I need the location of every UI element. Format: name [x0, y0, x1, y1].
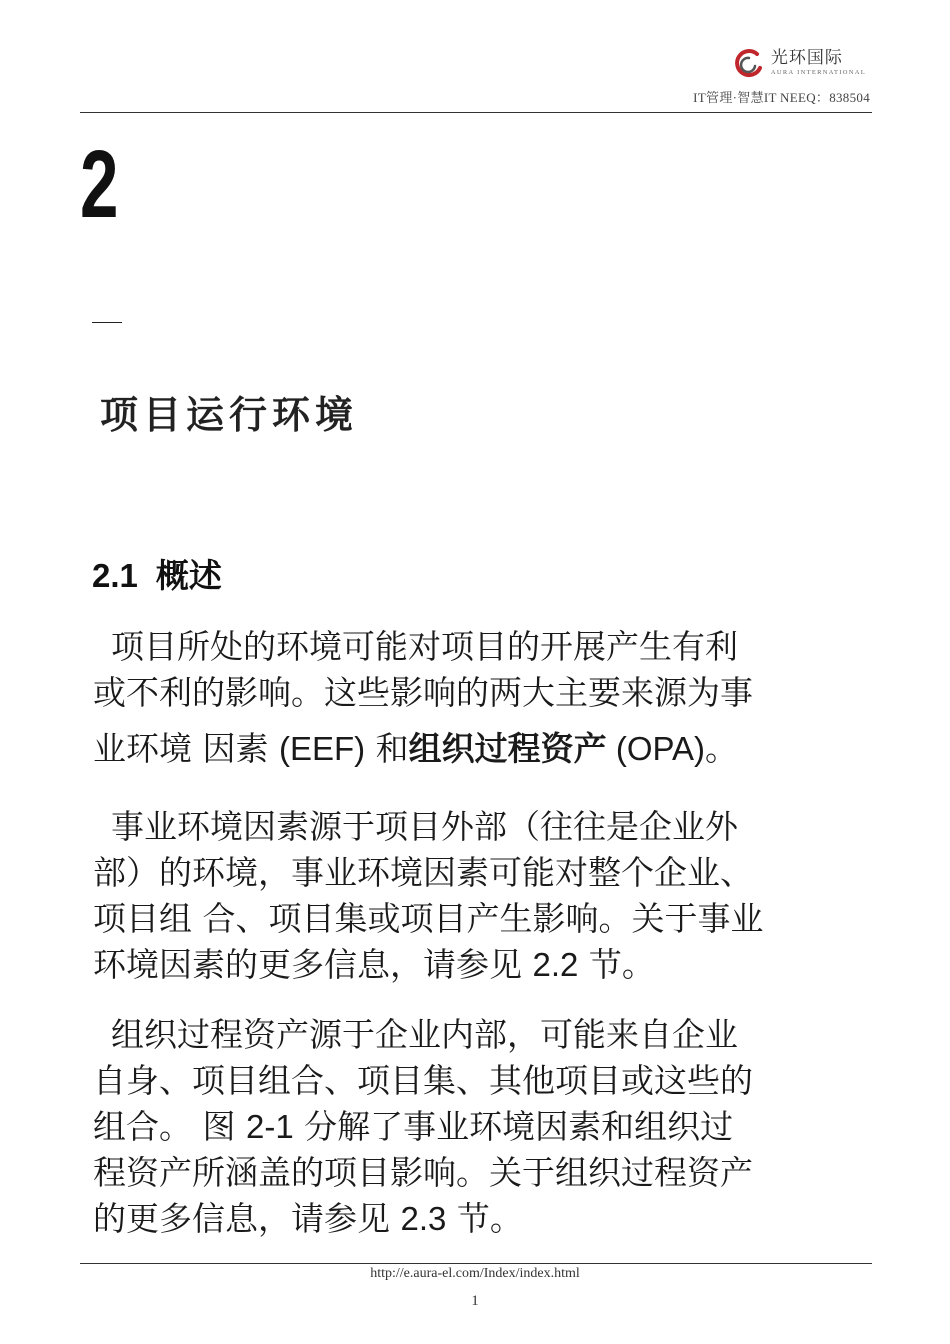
- text-line: [93, 726, 863, 772]
- chapter-divider: [92, 322, 122, 323]
- chapter-number: 2: [80, 131, 119, 238]
- text-run: 节。: [446, 1199, 523, 1238]
- footer-divider: [80, 1263, 872, 1264]
- text-run: 2-1: [245, 1108, 294, 1145]
- chapter-title: 项目运行环境: [100, 393, 359, 437]
- text-line: 组织过程资产源于企业内部，可能来自企业: [111, 1015, 738, 1054]
- paragraph-1: [93, 624, 863, 772]
- text-run: 和: [365, 729, 409, 768]
- text-run: 2.2: [532, 946, 579, 983]
- footer-url[interactable]: http://e.aura-el.com/Index/index.html: [370, 1266, 580, 1281]
- text-line: 自身、项目组合、项目集、其他项目或这些的: [93, 1061, 753, 1100]
- text-line: [93, 1196, 863, 1242]
- text-line: 或不利的影响。这些影响的两大主要来源为事: [93, 673, 753, 712]
- text-line: [93, 1104, 863, 1150]
- text-run: (EEF): [278, 730, 366, 767]
- section-number: 2.1: [92, 557, 138, 594]
- text-run: 组织过程资产: [408, 729, 607, 768]
- logo-subtitle: AURA INTERNATIONAL: [770, 69, 866, 76]
- text-run: 分解了事业环境因素和组织过: [293, 1107, 734, 1146]
- section-title: 概述: [155, 556, 222, 595]
- text-line: [93, 942, 863, 988]
- text-run: 2.3: [400, 1200, 447, 1237]
- text-run: 节。: [578, 945, 655, 984]
- text-line: 程资产所涵盖的项目影响。关于组织过程资产: [93, 1153, 753, 1192]
- text-run: 业环境 因素: [93, 729, 279, 768]
- text-run: 的更多信息，请参见: [93, 1199, 401, 1238]
- page-header: [80, 48, 872, 113]
- section-heading: [92, 552, 222, 600]
- header-tagline: IT管理·智慧IT NEEQ：838504: [693, 90, 870, 105]
- page-number: 1: [471, 1293, 479, 1309]
- text-run: (OPA): [606, 730, 706, 767]
- aura-logo-icon: [733, 48, 765, 80]
- paragraph-3: [93, 1012, 863, 1242]
- text-line: 事业环境因素源于项目外部（往往是企业外: [111, 807, 738, 846]
- text-run: 环境因素的更多信息，请参见: [93, 945, 533, 984]
- text-line: 项目所处的环境可能对项目的开展产生有利: [111, 627, 738, 666]
- company-logo: [733, 48, 866, 88]
- logo-name: 光环国际: [770, 48, 843, 68]
- text-run: 组合。 图: [93, 1107, 246, 1146]
- text-line: 项目组 合、项目集或项目产生影响。关于事业: [93, 899, 764, 938]
- text-run: 。: [705, 729, 739, 768]
- text-line: 部）的环境，事业环境因素可能对整个企业、: [93, 853, 753, 892]
- paragraph-2: [93, 804, 863, 988]
